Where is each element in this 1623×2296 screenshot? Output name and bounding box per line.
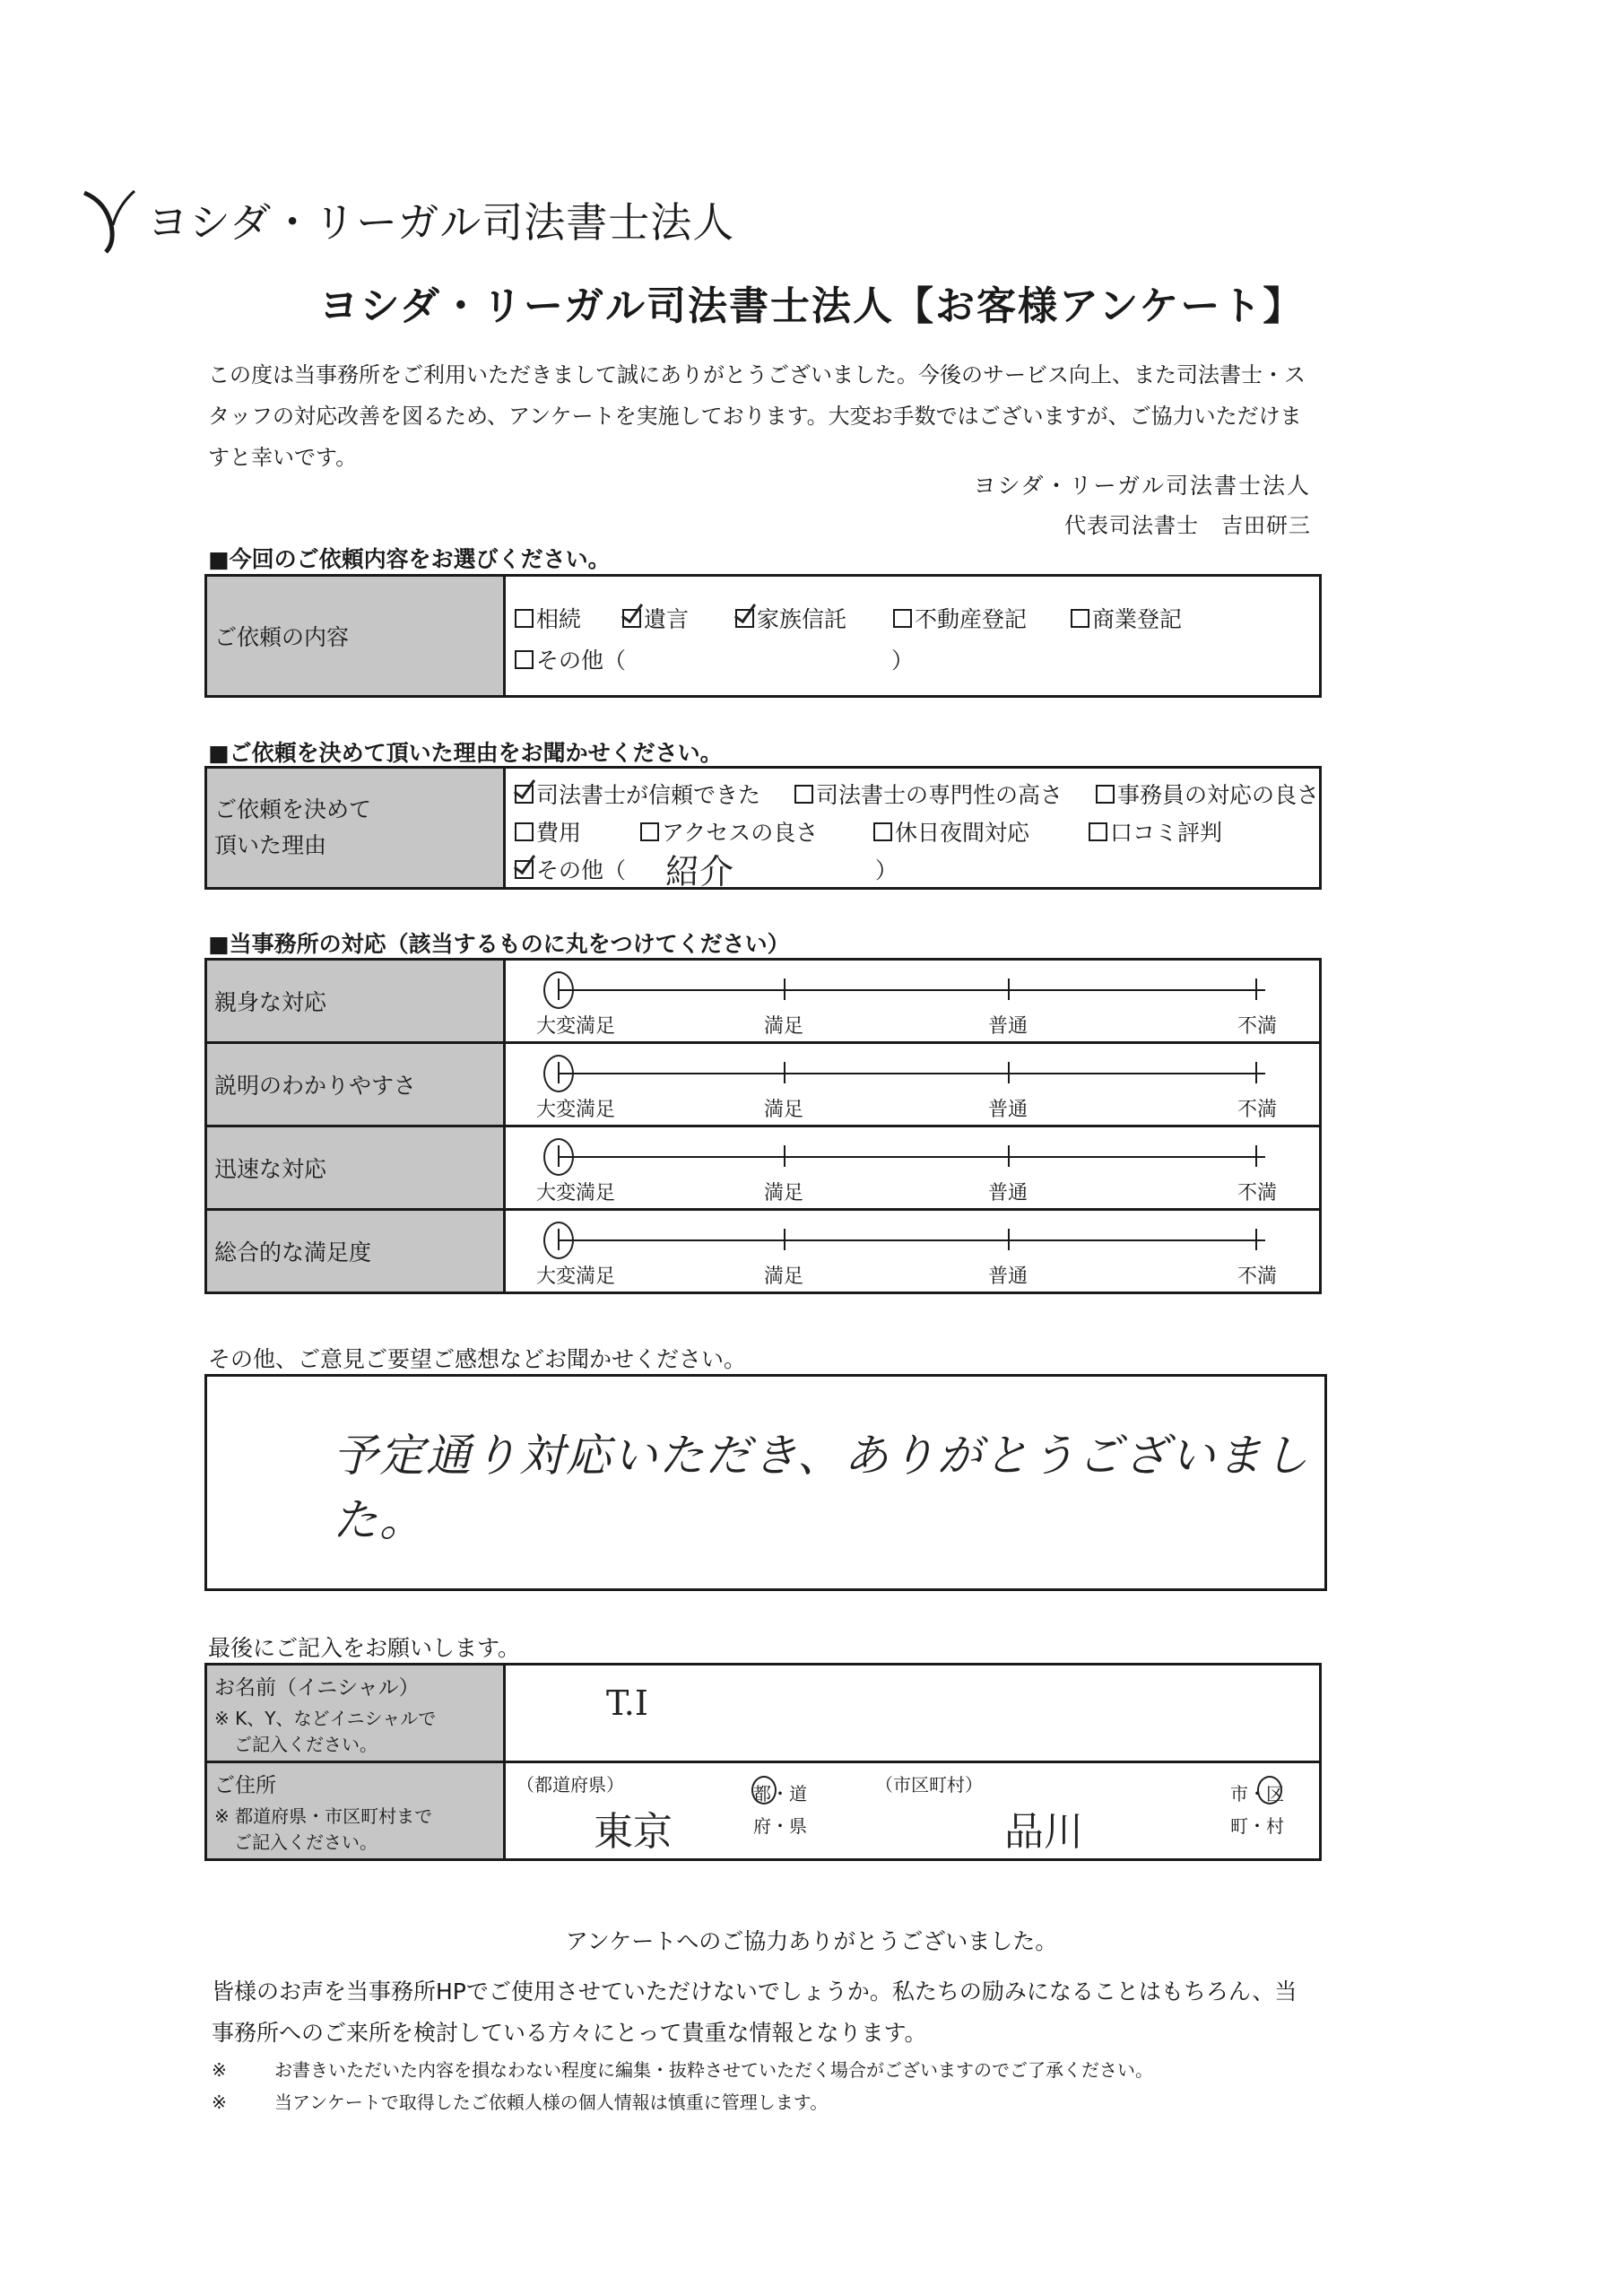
scale-line — [558, 989, 1265, 991]
section4-heading: その他、ご意見ご要望ご感想などお聞かせください。 — [208, 1346, 747, 1372]
signature-org: ヨシダ・リーガル司法書士法人 — [973, 473, 1311, 499]
rating-label-2: 説明のわかりやすさ — [206, 1043, 505, 1126]
signature-rep: 代表司法書士 吉田研三 — [1064, 513, 1311, 538]
scale-label[interactable]: 普通 — [987, 1015, 1028, 1038]
rating-label-4: 総合的な満足度 — [206, 1210, 505, 1293]
footer-note-2: ※ 当アンケートで取得したご依頼人様の個人情報は慎重に管理します。 — [212, 2092, 829, 2113]
reason-review[interactable]: 口コミ評判 — [1089, 815, 1222, 848]
checkbox[interactable] — [640, 822, 659, 841]
option-other[interactable]: その他（ — [515, 643, 626, 675]
checkbox[interactable] — [515, 609, 534, 628]
option-shogyo-toki[interactable]: 商業登記 — [1071, 602, 1182, 634]
checkbox-checked[interactable] — [515, 860, 534, 879]
scale-label[interactable]: 不満 — [1237, 1015, 1278, 1038]
reason-label: ご依頼を決めて 頂いた理由 — [206, 768, 505, 889]
reason-expertise[interactable]: 司法書士の専門性の高さ — [794, 778, 1063, 810]
scale-tick — [1255, 1145, 1257, 1167]
scale-label[interactable]: 大変満足 — [535, 1099, 616, 1121]
city-caption: （市区町村） — [875, 1774, 983, 1796]
scale-tick — [784, 1062, 785, 1083]
section3-heading: ■当事務所の対応（該当するものに丸をつけてください） — [208, 931, 790, 957]
rating-scale-1[interactable] — [505, 960, 1321, 1043]
city-suffix-bottom: 町・村 — [1230, 1815, 1284, 1837]
rating-scale-4[interactable] — [505, 1210, 1321, 1293]
scale-label[interactable]: 不満 — [1237, 1182, 1278, 1205]
scale-label[interactable]: 満足 — [763, 1265, 804, 1288]
company-logo — [79, 184, 734, 256]
address-input[interactable] — [505, 1762, 1321, 1860]
other-close-paren: ） — [891, 648, 915, 674]
comment-box[interactable] — [204, 1374, 1327, 1591]
reason-cost[interactable]: 費用 — [515, 815, 581, 848]
reason-other-value: 紹介 — [665, 852, 734, 891]
name-value: T.I — [606, 1683, 648, 1723]
scale-tick — [784, 1145, 785, 1167]
checkbox[interactable] — [1071, 609, 1089, 628]
rating-scale-2[interactable] — [505, 1043, 1321, 1126]
reason-other[interactable]: その他（ — [515, 853, 626, 885]
scale-label[interactable]: 不満 — [1237, 1265, 1278, 1288]
rating-table — [204, 958, 1322, 1294]
scale-label[interactable]: 不満 — [1237, 1099, 1278, 1121]
scale-line — [558, 1073, 1265, 1074]
checkbox-checked[interactable] — [515, 785, 534, 804]
reason-access[interactable]: アクセスの良さ — [640, 815, 818, 848]
selected-circle — [543, 971, 574, 1009]
footer-main: 皆様のお声を当事務所HPでご使用させていただけないでしょうか。私たちの励みになることはもちろん、当事務所へのご来所を検討している方々にとって貴重な情報となります。 — [212, 1979, 1298, 2046]
scale-label[interactable]: 普通 — [987, 1265, 1028, 1288]
section2-heading: ■ご依頼を決めて頂いた理由をお聞かせください。 — [208, 740, 723, 766]
option-souzoku[interactable]: 相続 — [515, 602, 581, 634]
section5-heading: 最後にご記入をお願いします。 — [208, 1635, 521, 1661]
scale-tick — [1255, 1229, 1257, 1250]
checkbox[interactable] — [794, 785, 813, 804]
scale-tick — [1008, 978, 1010, 1000]
footer-note-1: ※ お書きいただいた内容を損なわない程度に編集・抜粋させていただく場合がございますのでご了承ください。 — [212, 2059, 1153, 2081]
scale-tick — [1255, 978, 1257, 1000]
scale-label[interactable]: 普通 — [987, 1099, 1028, 1121]
reason-staff[interactable]: 事務員の対応の良さ — [1096, 778, 1319, 810]
scale-label[interactable]: 満足 — [763, 1099, 804, 1121]
scale-label[interactable]: 大変満足 — [535, 1265, 616, 1288]
scale-label[interactable]: 普通 — [987, 1182, 1028, 1205]
checkbox[interactable] — [515, 822, 534, 841]
selected-circle — [543, 1138, 574, 1176]
option-kazoku-shintaku[interactable]: 家族信託 — [735, 602, 846, 634]
pref-caption: （都道府県） — [516, 1774, 624, 1796]
footer-text — [212, 1971, 1315, 2118]
request-content-label: ご依頼の内容 — [206, 576, 505, 697]
personal-info-table — [204, 1663, 1322, 1861]
checkbox-checked[interactable] — [735, 609, 754, 628]
reason-holiday[interactable]: 休日夜間対応 — [873, 815, 1029, 848]
section1-heading: ■今回のご依頼内容をお選びください。 — [208, 546, 611, 572]
comment-text: 予定通り対応いただき、ありがとうございました。 — [333, 1430, 1310, 1546]
pref-suffix-bottom: 府・県 — [753, 1815, 807, 1837]
selected-circle — [543, 1055, 574, 1092]
name-label-cell: お名前（イニシャル） ※ K、Y、などイニシャルで ご記入ください。 — [206, 1665, 505, 1762]
reason-table — [204, 766, 1322, 890]
option-fudosan-toki[interactable]: 不動産登記 — [893, 602, 1027, 634]
city-value: 品川 — [1004, 1809, 1083, 1855]
scale-tick — [784, 1229, 785, 1250]
rating-scale-3[interactable] — [505, 1126, 1321, 1210]
scale-line — [558, 1239, 1265, 1241]
scale-tick — [1255, 1062, 1257, 1083]
scale-tick — [1008, 1062, 1010, 1083]
scale-label[interactable]: 大変満足 — [535, 1182, 616, 1205]
other-close-paren: ） — [875, 857, 898, 883]
scale-label[interactable]: 満足 — [763, 1015, 804, 1038]
checkbox[interactable] — [1089, 822, 1107, 841]
intro-text: この度は当事務所をご利用いただきまして誠にありがとうございました。今後のサービス向上、また司法書士・スタッフの対応改善を図るため、アンケートを実施しております。大変お手数ではございますが、ご協力いただけますと幸いです。 — [208, 362, 1306, 470]
scale-tick — [1008, 1145, 1010, 1167]
option-yuigon[interactable]: 遺言 — [622, 602, 689, 634]
scale-tick — [784, 978, 785, 1000]
reason-trust[interactable]: 司法書士が信頼できた — [515, 778, 760, 810]
pref-selected-circle — [751, 1776, 777, 1805]
city-selected-circle — [1257, 1776, 1282, 1805]
page-title: ヨシダ・リーガル司法書士法人【お客様アンケート】 — [318, 283, 1305, 329]
city-suffix-top: 市・区 — [1230, 1783, 1284, 1805]
scale-line — [558, 1156, 1265, 1158]
checkbox[interactable] — [893, 609, 912, 628]
pref-value: 東京 — [594, 1809, 673, 1855]
address-label-cell: ご住所 ※ 都道府県・市区町村まで ご記入ください。 — [206, 1762, 505, 1860]
checkbox[interactable] — [515, 650, 534, 669]
checkbox[interactable] — [873, 822, 892, 841]
scale-tick — [1008, 1229, 1010, 1250]
selected-circle — [543, 1222, 574, 1259]
rating-label-1: 親身な対応 — [206, 960, 505, 1043]
y-swoosh-logo-icon — [79, 184, 142, 256]
scale-label[interactable]: 満足 — [763, 1182, 804, 1205]
pref-suffix-top: 都・道 — [753, 1783, 807, 1805]
request-content-table — [204, 574, 1322, 698]
logo-name: ヨシダ・リーガル司法書士法人 — [147, 198, 735, 247]
checkbox[interactable] — [1096, 785, 1115, 804]
rating-label-3: 迅速な対応 — [206, 1126, 505, 1210]
thanks-text: アンケートへのご協力ありがとうございました。 — [565, 1928, 1058, 1954]
name-input[interactable] — [505, 1665, 1321, 1762]
checkbox-checked[interactable] — [622, 609, 641, 628]
scale-label[interactable]: 大変満足 — [535, 1015, 616, 1038]
